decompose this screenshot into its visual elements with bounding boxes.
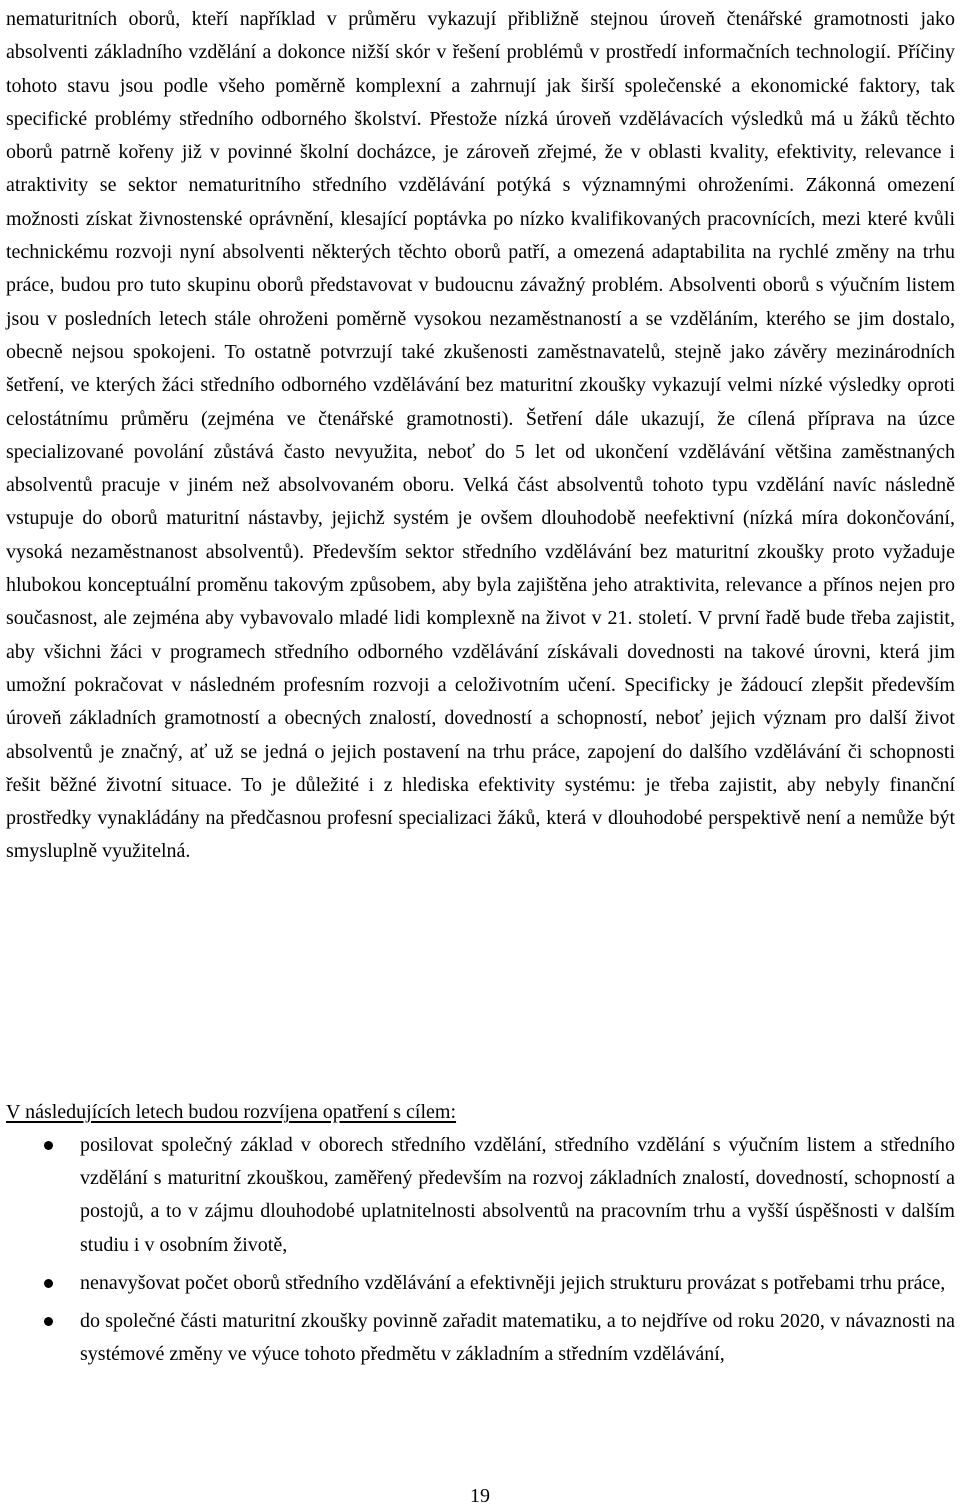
bullet-icon (44, 1141, 53, 1150)
list-item (6, 1267, 955, 1300)
bullet-list (6, 1129, 955, 1371)
page-number: 19 (470, 1485, 490, 1507)
list-item (6, 1129, 955, 1262)
section-heading: V následujících letech budou rozvíjena opatření s cílem: (6, 1101, 457, 1123)
body-paragraph: nematuritních oborů, kteří například v průměru vykazují přibližně stejnou úroveň čtenářské gramotnosti jako absolventi základního vzdělání a dokonce nižší skór v řešení problémů v prostředí informačních technologií. Příčiny tohoto stavu jsou podle všeho poměrně komplexní a zahrnují jak širší společenské a ekonomické faktory, tak specifické problémy středního odborného školství. Přestože nízká úroveň vzdělávacích výsledků má u žáků těchto oborů patrně kořeny již v povinné školní docházce, je zároveň zřejmé, že v oblasti kvality, efektivity, relevance i atraktivity se sektor nematuritního středního vzdělávání potýká s významnými ohroženími. Zákonná omezení možnosti získat živnostenské oprávnění, klesající poptávka po nízko kvalifikovaných pracovnících, mezi které kvůli technickému rozvoji nyní absolventi některých těchto oborů patří, a omezená adaptabilita na rychlé změny na trhu práce, budou pro tuto skupinu oborů představovat v budoucnu závažný problém. Absolventi oborů s výučním listem jsou v posledních letech stále ohroženi poměrně vysokou nezaměstnaností a se vzděláním, kterého se jim dostalo, obecně nejsou spokojeni. To ostatně potvrzují také zkušenosti zaměstnavatelů, stejně jako závěry mezinárodních šetření, ve kterých žáci středního odborného vzdělávání bez maturitní zkoušky vykazují velmi nízké výsledky oproti celostátnímu průměru (zejména ve čtenářské gramotnosti). Šetření dále ukazují, že cílená příprava na úzce specializované povolání zůstává často nevyužita, neboť do 5 let od ukončení vzdělávání většina zaměstnaných absolventů pracuje v jiném než absolvovaném oboru. Velká část absolventů tohoto typu vzdělání navíc následně vstupuje do oborů maturitní nástavby, jejichž systém je ovšem dlouhodobě neefektivní (nízká míra dokončování, vysoká nezaměstnanost absolventů). Především sektor středního vzdělávání bez maturitní zkoušky proto vyžaduje hlubokou konceptuální proměnu takovým způsobem, aby byla zajištěna jeho atraktivita, relevance a přínos nejen pro současnost, ale zejména aby vybavovalo mladé lidi komplexně na život v 21. století. V první řadě bude třeba zajistit, aby všichni žáci v programech středního odborného vzdělávání získávali dovednosti na takové úrovni, která jim umožní pokračovat v následném profesním rozvoji a celoživotním učení. Specificky je žádoucí zlepšit především úroveň základních gramotností a obecných znalostí, dovedností a schopností, neboť jejich význam pro další život absolventů je značný, ať už se jedná o jejich postavení na trhu práce, zapojení do dalšího vzdělávání či schopnosti řešit běžné životní situace. To je důležité i z hlediska efektivity systému: je třeba zajistit, aby nebyly finanční prostředky vynakládány na předčasnou profesní specializaci žáků, která v dlouhodobé perspektivě není a nemůže být smysluplně využitelná. (6, 8, 955, 863)
list-item-text: do společné části maturitní zkoušky povinně zařadit matematiku, a to nejdříve od roku 2020, v návaznosti na systémové změny ve výuce tohoto předmětu v základním a středním vzdělávání, (80, 1310, 955, 1366)
bullet-icon (44, 1279, 53, 1288)
list-item-text: posilovat společný základ v oborech středního vzdělání, středního vzdělání s výučním listem a středního vzdělání s maturitní zkouškou, zaměřený především na rozvoj základních znalostí, dovedností, schopností a postojů, a to v zájmu dlouhodobé uplatnitelnosti absolventů na pracovním trhu a vyšší úspěšnosti v dalším studiu i v osobním životě, (80, 1134, 955, 1256)
list-item (6, 1305, 955, 1371)
list-item-text: nenavyšovat počet oborů středního vzdělávání a efektivněji jejich strukturu provázat s potřebami trhu práce, (80, 1271, 946, 1294)
bullet-icon (44, 1317, 53, 1326)
